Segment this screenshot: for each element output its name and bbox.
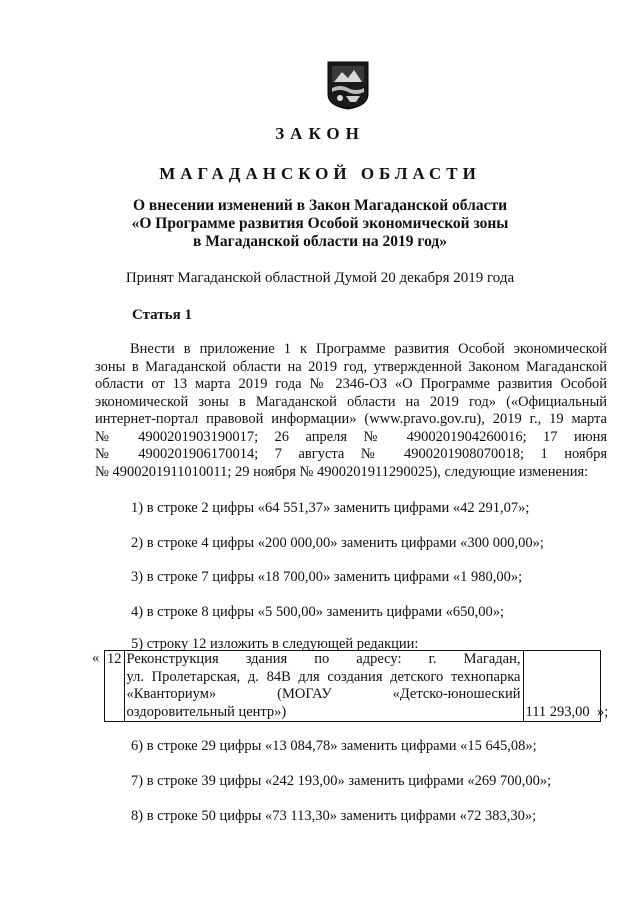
row-number-cell: 12 (105, 651, 125, 722)
replacement-row-table (92, 648, 612, 722)
paragraph-line: № 4900201903190017; 26 апреля № 4900201904260016; 17 июня (95, 428, 607, 445)
open-quote: « (92, 650, 100, 666)
paragraph-line: области от 13 марта 2019 года № 2346-ОЗ «О Программе развития Особой (95, 376, 607, 392)
close-quote: »; (597, 704, 609, 720)
subtitle-line: в Магаданской области на 2019 год» (193, 233, 447, 250)
paragraph-line: интернет-портал правовой информации» (www.pravo.gov.ru), 2019 г., 19 марта (95, 411, 607, 427)
article-heading: Статья 1 (132, 307, 192, 323)
amendment-item: 5) строку 12 изложить в следующей редакции: (131, 636, 419, 652)
table (104, 650, 601, 722)
amendment-item: 6) в строке 29 цифры «13 084,78» заменить цифрами «15 645,08»; (131, 738, 537, 754)
law-subtitle (0, 197, 640, 251)
description-line: Реконструкция здания по адресу: г. Магадан, (126, 651, 521, 667)
paragraph-line: № 4900201906170014; 7 августа № 4900201908070018; 1 ноября (95, 446, 607, 462)
amendment-item: 3) в строке 7 цифры «18 700,00» заменить цифрами «1 980,00»; (131, 569, 523, 585)
amendment-item: 8) в строке 50 цифры «73 113,30» заменить цифрами «72 383,30»; (131, 808, 537, 824)
description-line: «Кванториум» (МОГАУ «Детско-юношеский (126, 686, 521, 702)
amendment-item: 2) в строке 4 цифры «200 000,00» заменить цифрами «300 000,00»; (131, 535, 544, 551)
subtitle-line: О внесении изменений в Закон Магаданской области (132, 197, 508, 214)
paragraph-line: зоны в Магаданской области на 2019 год, утвержденной Законом Магаданской (95, 358, 607, 375)
coat-of-arms-emblem-icon (326, 60, 370, 110)
amendment-item: 7) в строке 39 цифры «242 193,00» заменить цифрами «269 700,00»; (131, 773, 552, 789)
paragraph-line: № 4900201911010011; 29 ноября № 4900201911290025), следующие изменения: (95, 463, 589, 480)
article-intro-paragraph (95, 341, 607, 481)
description-line: оздоровительный центр») (126, 703, 287, 720)
row-value-cell: 111 293,00 (523, 651, 600, 722)
description-line: ул. Пролетарская, д. 84В для создания детского технопарка (126, 668, 521, 685)
region-title: МАГАДАНСКОЙ ОБЛАСТИ (159, 164, 481, 183)
law-title: ЗАКОН (275, 124, 365, 143)
adoption-line: Принят Магаданской областной Думой 20 декабря 2019 года (125, 270, 515, 286)
amendment-item: 4) в строке 8 цифры «5 500,00» заменить цифрами «650,00»; (131, 604, 505, 620)
paragraph-line: Внести в приложение 1 к Программе развития Особой экономической (130, 341, 607, 357)
paragraph-line: экономической зоны в Магаданской области на 2019 год» («Официальный (95, 393, 607, 410)
row-description-cell (124, 651, 523, 722)
subtitle-line: «О Программе развития Особой экономической зоны (131, 215, 509, 232)
table-row (105, 651, 601, 722)
amendment-item: 1) в строке 2 цифры «64 551,37» заменить цифрами «42 291,07»; (131, 500, 530, 516)
